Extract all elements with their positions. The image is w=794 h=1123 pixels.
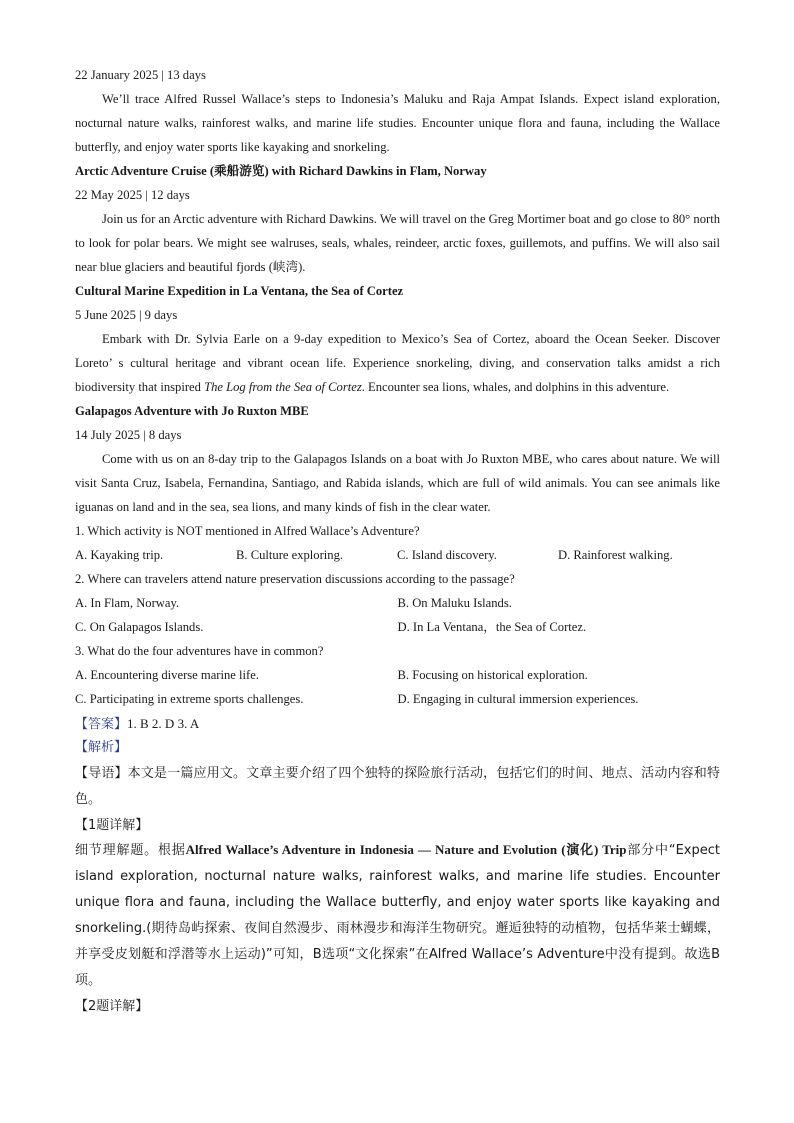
- trip3-description-before: Embark with Dr. Sylvia Earle on a 9-day expedition to Mexico’s Sea of Cortez, aboard the Ocean Seeker. Discover Loreto’ s cultural heritage and vibrant ocean life. Experience snorkeling, diving, and conservation talks amidst a rich biodiversity that inspired: [75, 332, 720, 394]
- question3-option-c: C. Participating in extreme sports challenges.: [75, 692, 304, 706]
- q1-detail-paragraph: [75, 837, 720, 994]
- question2-stem: 2. Where can travelers attend nature preservation discussions according to the passage?: [75, 572, 515, 586]
- question2-options-row2: [75, 615, 720, 639]
- analysis-label: 【解析】: [75, 740, 128, 755]
- answer-label: 【答案】: [75, 717, 128, 732]
- q1-detail-bold: Alfred Wallace’s Adventure in Indonesia — Nature and Evolution (演化) Trip: [185, 842, 627, 857]
- answer-text: 1. B 2. D 3. A: [127, 716, 200, 731]
- guide-paragraph: [75, 761, 720, 813]
- trip2-description: Join us for an Arctic adventure with Richard Dawkins. We will travel on the Greg Mortimer boat and go close to 80° north to look for polar bears. We might see walruses, seals, whales, reindeer, arctic foxes, guillemots, and puffins. We will also sail near blue glaciers and beautiful fjords (峡湾).: [75, 212, 720, 274]
- trip1-date: 22 January 2025 | 13 days: [75, 68, 206, 82]
- trip1-description: We’ll trace Alfred Russel Wallace’s steps to Indonesia’s Maluku and Raja Ampat Islands. Expect island exploration, nocturnal nature walks, rainforest walks, and marine life studies. Encounter unique flora and fauna, including the Wallace butterfly, and enjoy water sports like kayaking and snorkeling.: [75, 92, 720, 154]
- question1-stem: 1. Which activity is NOT mentioned in Alfred Wallace’s Adventure?: [75, 524, 420, 538]
- question3-option-d: D. Engaging in cultural immersion experiences.: [397, 692, 639, 706]
- q1-detail-text: 部分中“Expect island exploration, nocturnal nature walks, rainforest walks, and marine life studies. Encounter unique flora and fauna, including the Wallace butterfly, and enjoy water sports like kayaking and snorkeling.(期待岛屿探索、夜间自然漫步、雨林漫步和海洋生物研究。邂逅独特的动植物，包括华莱士蝴蝶，并享受皮划艇和浮潜等水上运动)”可知，B选项“文化探索”在Alfred Wallace’s Adventure中没有提到。故选B项。: [75, 843, 720, 988]
- trip2-title: Arctic Adventure Cruise (乘船游览) with Richard Dawkins in Flam, Norway: [75, 164, 487, 178]
- question2-options-row1: [75, 591, 720, 615]
- question3-options-row2: [75, 687, 720, 711]
- trip2-date: 22 May 2025 | 12 days: [75, 188, 190, 202]
- trip3-description: [75, 327, 720, 399]
- q1-detail-lead: 细节理解题。根据: [75, 843, 186, 858]
- trip4-date: 14 July 2025 | 8 days: [75, 428, 182, 442]
- question2-option-c: C. On Galapagos Islands.: [75, 620, 204, 634]
- guide-text: 本文是一篇应用文。文章主要介绍了四个独特的探险旅行活动，包括它们的时间、地点、活动内容和特色。: [75, 766, 720, 807]
- trip3-date: 5 June 2025 | 9 days: [75, 308, 178, 322]
- question3-option-a: A. Encountering diverse marine life.: [75, 668, 259, 682]
- question1-option-d: D. Rainforest walking.: [558, 548, 673, 562]
- document-page: [75, 63, 720, 1018]
- question1-option-c: C. Island discovery.: [397, 548, 497, 562]
- question1-option-a: A. Kayaking trip.: [75, 548, 164, 562]
- question3-options-row1: [75, 663, 720, 687]
- trip4-description: Come with us on an 8-day trip to the Galapagos Islands on a boat with Jo Ruxton MBE, who cares about nature. We will visit Santa Cruz, Isabela, Fernandina, Santiago, and Rabida islands, which are full of wild animals. You can see animals like iguanas on land and in the sea, sea lions, and many kinds of fish in the clear water.: [75, 452, 720, 514]
- question3-option-b: B. Focusing on historical exploration.: [397, 668, 588, 682]
- answer-line: [75, 711, 720, 735]
- q1-detail-label: 【1题详解】: [75, 818, 149, 833]
- question2-option-a: A. In Flam, Norway.: [75, 596, 180, 610]
- trip3-book-title: The Log from the Sea of Cortez: [204, 380, 362, 394]
- trip4-title: Galapagos Adventure with Jo Ruxton MBE: [75, 404, 309, 418]
- trip3-title: Cultural Marine Expedition in La Ventana, the Sea of Cortez: [75, 284, 404, 298]
- question1-options: [75, 543, 720, 567]
- question2-option-b: B. On Maluku Islands.: [397, 596, 512, 610]
- question2-option-d: D. In La Ventana，the Sea of Cortez.: [397, 620, 587, 634]
- guide-label: 【导语】: [75, 766, 128, 781]
- question1-option-b: B. Culture exploring.: [236, 548, 344, 562]
- q2-detail-label: 【2题详解】: [75, 999, 149, 1014]
- question3-stem: 3. What do the four adventures have in common?: [75, 644, 324, 658]
- trip3-description-after: . Encounter sea lions, whales, and dolphins in this adventure.: [361, 380, 670, 394]
